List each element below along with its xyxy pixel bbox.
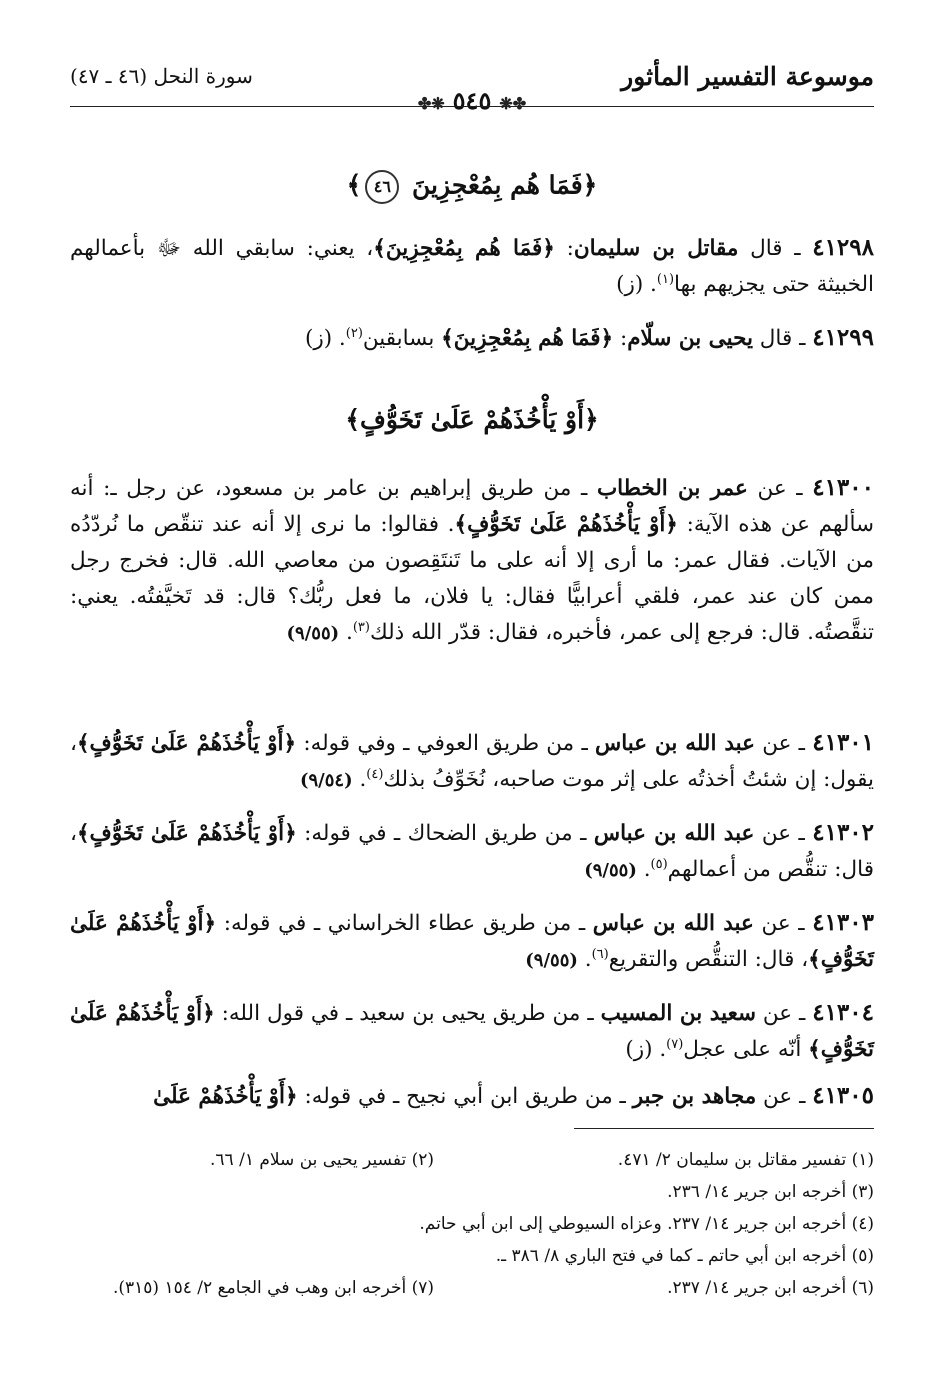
footnote-row [70,1214,874,1240]
footnote-4: (٤) أخرجه ابن جرير ١٤/ ٢٣٧. وعزاه السيوطي إلى ابن أبي حاتم. [419,1214,874,1234]
verse-close: ﴾ [346,170,362,200]
entry-text: ـ من طريق يحيى بن سعيد ـ في قول الله: [214,1001,601,1026]
footnote-marker: (٦) [591,946,609,962]
quran-quote: ﴿فَمَا هُم بِمُعْجِزِينَ﴾ [373,236,555,261]
quran-quote: ﴿أَوْ يَأْخُذَهُمْ عَلَىٰ [153,1084,298,1109]
footnote-rule [574,1128,874,1129]
narrator-name: عمر بن الخطاب [596,476,748,501]
entry-41300 [70,470,874,652]
footnote-3: (٣) أخرجه ابن جرير ١٤/ ٢٣٦. [667,1182,874,1202]
entry-text: أنّه على عجل [683,1037,809,1062]
entry-41299 [70,320,874,357]
entry-text: . [577,947,592,972]
entry-text: : [554,236,574,261]
entry-text: ـ من طريق العوفي ـ وفي قوله: [296,731,596,756]
entry-number: ٤١٣٠٥ [812,1082,874,1109]
entry-text: بسابقين [362,326,442,351]
footnote-marker: (٧) [666,1036,684,1052]
page-number: ٥٤٥ [452,86,492,115]
footnote-2: (٢) تفسير يحيى بن سلام ١/ ٦٦. [210,1150,434,1170]
entry-text: . (ز) [625,1037,667,1062]
volume-page-ref: (٩/٥٤) [299,770,353,791]
entry-text: : [613,326,628,351]
footnote-row [70,1182,874,1208]
entry-text: . [339,620,353,645]
footnote-marker: (٢) [345,325,363,341]
book-title: موسوعة التفسير المأثور [621,62,874,91]
entry-number: ٤١٣٠٢ [812,819,875,846]
entry-text: . فقالوا: ما نرى إلا أنه عند تنقّص ما نُردّدُه من الآيات. فقال عمر: ما أرى إلا أنه على ما تَنتَقِصون من معاصي الله. قال: فخرج رجل ممن كان عند عمر، فلقي أعرابيًّا فقال: يا فلان، ما فعل ربُّك؟ قال: قد تَخيَّفتُه. يعني: تنقَّصتُه. قال: فرجع إلى عمر، فأخبره، فقال: قدّر الله ذلك [70,512,874,645]
volume-page-ref: (٩/٥٥) [286,623,340,644]
narrator-name: عبد الله بن عباس [592,911,754,936]
entry-text: ـ من طريق عطاء الخراساني ـ في قوله: [216,911,593,936]
volume-page-ref: (٩/٥٥) [584,860,637,881]
entry-41301 [70,725,874,799]
footnote-marker: (٥) [650,856,668,872]
ornament-left-icon: ✤❋ [417,94,445,113]
entry-text: ـ عن [754,821,813,846]
entry-text: ـ عن [754,731,813,756]
footnote-6: (٦) أخرجه ابن جرير ١٤/ ٢٣٧. [667,1278,874,1298]
entry-text: . [352,767,367,792]
footnote-7: (٧) أخرجه ابن وهب في الجامع ٢/ ١٥٤ (٣١٥). [112,1278,434,1298]
footnote-1: (١) تفسير مقاتل بن سليمان ٢/ ٤٧١. [617,1150,874,1170]
verse-number-badge: ٤٦ [365,170,399,204]
ornament-right-icon: ❋✤ [499,94,527,113]
footnote-5: (٥) أخرجه ابن أبي حاتم ـ كما في فتح الباري ٨/ ٣٨٦ ـ. [495,1246,874,1266]
entry-text: ، قال: التنقُّص والتقريع [608,947,809,972]
entry-41304 [70,995,874,1068]
verse-heading-47 [70,405,874,434]
entry-number: ٤١٣٠٤ [812,999,874,1026]
entry-number: ٤١٣٠١ [812,729,875,756]
entry-text: ـ قال [738,236,813,261]
narrator-name: سعيد بن المسيب [600,1001,756,1026]
entry-text: ـ عن [747,476,813,501]
narrator-name: عبد الله بن عباس [593,821,755,846]
header-rule [70,106,874,107]
narrator-name: يحيى بن سلّام [627,326,753,351]
verse-heading-46 [70,170,874,204]
quran-quote: ﴿أَوْ يَأْخُذَهُمْ عَلَىٰ تَخَوُّفٍ﴾ [76,821,297,846]
entry-text: ، قال: تنقُّص من أعمالهم [70,821,874,882]
verse-text: ﴿فَمَا هُم بِمُعْجِزِينَ [412,170,598,200]
narrator-name: مقاتل بن سليمان [573,236,739,261]
entry-41298 [70,230,874,303]
entry-number: ٤١٣٠٣ [812,909,874,936]
entry-number: ٤١٢٩٩ [812,324,874,351]
entry-text: ـ عن [755,1001,813,1026]
footnote-marker: (١) [656,271,675,287]
footnote-marker: (٤) [366,766,384,782]
entry-text: . [636,857,651,882]
entry-text: ـ من طريق إبراهيم بن عامر بن مسعود، عن رجل ـ: أنه سألهم عن هذه الآية: [70,476,875,537]
entry-text: . (ز) [616,272,657,297]
quran-quote: ﴿أَوْ يَأْخُذَهُمْ عَلَىٰ تَخَوُّفٍ﴾ [70,1001,874,1062]
entry-text: ـ عن [756,1084,813,1109]
verse-text: ﴿أَوْ يَأْخُذَهُمْ عَلَىٰ تَخَوُّفٍ﴾ [345,405,599,434]
entry-text: ، يعني: سابقي الله ﷻ بأعمالهم الخبيثة حتى يجزيهم بها [70,236,874,297]
entry-text: ـ من طريق الضحاك ـ في قوله: [296,821,594,846]
entry-41303 [70,905,874,979]
footnote-row [70,1278,874,1304]
entry-text: ـ عن [753,911,813,936]
entry-text: ـ قال [752,326,813,351]
entry-text: . (ز) [304,326,346,351]
entry-41305 [70,1078,874,1115]
page-number-block [70,86,874,115]
entry-text: ، يقول: إن شئتُ أخذتُه على إثر موت صاحبه، نُخَوِّفُ بذلك [70,731,874,792]
quran-quote: ﴿أَوْ يَأْخُذَهُمْ عَلَىٰ تَخَوُّفٍ﴾ [70,911,874,972]
quran-quote: ﴿أَوْ يَأْخُذَهُمْ عَلَىٰ تَخَوُّفٍ﴾ [76,731,297,756]
volume-page-ref: (٩/٥٥) [525,950,578,971]
quran-quote: ﴿فَمَا هُم بِمُعْجِزِينَ﴾ [441,326,614,351]
entry-41302 [70,815,874,889]
narrator-name: عبد الله بن عباس [595,731,755,756]
entry-number: ٤١٣٠٠ [812,474,874,501]
quran-quote: ﴿أَوْ يَأْخُذَهُمْ عَلَىٰ تَخَوُّفٍ﴾ [454,512,678,537]
entry-text: ـ من طريق ابن أبي نجيح ـ في قوله: [297,1084,633,1109]
surah-info: سورة النحل (٤٦ ـ ٤٧) [70,64,253,88]
footnote-row [70,1246,874,1272]
entry-number: ٤١٢٩٨ [812,234,874,261]
narrator-name: مجاهد بن جبر [632,1084,757,1109]
running-header [70,62,874,115]
footnote-row [70,1150,874,1176]
footnote-marker: (٣) [352,619,370,635]
